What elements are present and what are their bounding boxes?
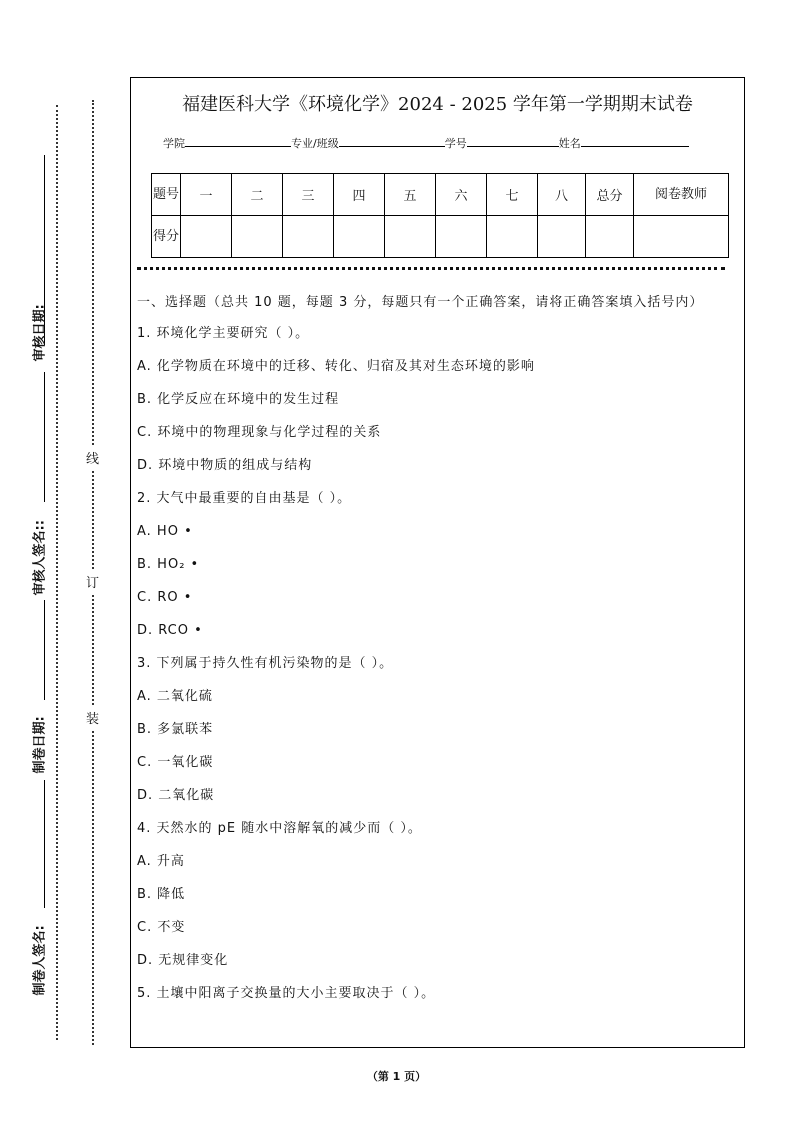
question-option: D. 环境中物质的组成与结构 bbox=[137, 458, 313, 473]
column-header: 六 bbox=[436, 174, 487, 216]
score-cell[interactable] bbox=[634, 216, 729, 258]
score-cell[interactable] bbox=[283, 216, 334, 258]
question-option: A. 二氧化硫 bbox=[137, 689, 213, 704]
column-header: 一 bbox=[181, 174, 232, 216]
question-option: B. HO₂ • bbox=[137, 557, 200, 572]
review-date-label: 审核日期: bbox=[32, 304, 48, 362]
column-header: 三 bbox=[283, 174, 334, 216]
binding-mark-zhuang: 装 bbox=[86, 706, 99, 729]
question-option: D. 无规律变化 bbox=[137, 953, 229, 968]
score-cell[interactable] bbox=[436, 216, 487, 258]
exam-frame bbox=[130, 77, 745, 1048]
question-option: C. 环境中的物理现象与化学过程的关系 bbox=[137, 425, 382, 440]
question-option: B. 化学反应在环境中的发生过程 bbox=[137, 392, 340, 407]
question-stem: 2. 大气中最重要的自由基是（ ）。 bbox=[137, 491, 352, 506]
dotted-separator bbox=[137, 267, 725, 270]
score-cell[interactable] bbox=[181, 216, 232, 258]
page-title: 福建医科大学《环境化学》2024 - 2025 学年第一学期期末试卷 bbox=[182, 94, 693, 115]
column-header: 二 bbox=[232, 174, 283, 216]
name-label: 姓名 bbox=[558, 137, 581, 150]
table-row bbox=[152, 216, 729, 258]
score-cell[interactable] bbox=[232, 216, 283, 258]
question-option: B. 多氯联苯 bbox=[137, 722, 214, 737]
make-date-label: 制卷日期: bbox=[32, 716, 48, 774]
sidebar-rule bbox=[44, 372, 45, 502]
question-option: C. 不变 bbox=[137, 920, 186, 935]
college-field[interactable] bbox=[185, 134, 291, 147]
column-header: 五 bbox=[385, 174, 436, 216]
student-info-row bbox=[163, 134, 689, 151]
student-id-label: 学号 bbox=[444, 137, 467, 150]
sidebar-rule bbox=[44, 780, 45, 908]
student-id-field[interactable] bbox=[467, 134, 559, 147]
question-option: A. HO • bbox=[137, 524, 193, 539]
question-option: C. 一氧化碳 bbox=[137, 755, 214, 770]
score-cell[interactable] bbox=[385, 216, 436, 258]
score-cell[interactable] bbox=[487, 216, 538, 258]
score-cell[interactable] bbox=[334, 216, 385, 258]
row-header-question: 题号 bbox=[152, 174, 181, 216]
question-stem: 3. 下列属于持久性有机污染物的是（ ）。 bbox=[137, 656, 394, 671]
major-class-field[interactable] bbox=[339, 134, 445, 147]
row-header-score: 得分 bbox=[152, 216, 181, 258]
dotted-line-outer bbox=[56, 105, 58, 1040]
exam-content bbox=[137, 291, 737, 1017]
column-header: 阅卷教师 bbox=[634, 174, 729, 216]
maker-signature-label: 制卷人签名: bbox=[32, 925, 48, 996]
column-header: 八 bbox=[538, 174, 586, 216]
name-field[interactable] bbox=[581, 134, 689, 147]
page-footer: （第 1 页） bbox=[366, 1070, 427, 1083]
college-label: 学院 bbox=[163, 137, 185, 150]
sidebar-rule bbox=[44, 600, 45, 700]
question-stem: 5. 土壤中阳离子交换量的大小主要取决于（ ）。 bbox=[137, 986, 436, 1001]
binding-mark-ding: 订 bbox=[86, 570, 99, 593]
reviewer-signature-label: 审核人签名:: bbox=[32, 520, 48, 596]
column-header: 四 bbox=[334, 174, 385, 216]
binding-mark-line: 线 bbox=[86, 446, 99, 469]
question-stem: 1. 环境化学主要研究（ ）。 bbox=[137, 326, 310, 341]
score-table bbox=[151, 173, 729, 258]
section-heading: 一、选择题（总共 10 题，每题 3 分，每题只有一个正确答案，请将正确答案填入括号内） bbox=[137, 295, 704, 310]
question-stem: 4. 天然水的 pE 随水中溶解氧的减少而（ ）。 bbox=[137, 821, 422, 836]
question-option: D. RCO • bbox=[137, 623, 203, 638]
question-option: A. 升高 bbox=[137, 854, 185, 869]
question-option: A. 化学物质在环境中的迁移、转化、归宿及其对生态环境的影响 bbox=[137, 359, 535, 374]
question-option: B. 降低 bbox=[137, 887, 186, 902]
major-class-label: 专业/班级 bbox=[291, 137, 339, 150]
question-option: D. 二氧化碳 bbox=[137, 788, 215, 803]
table-row bbox=[152, 174, 729, 216]
score-cell[interactable] bbox=[586, 216, 634, 258]
score-cell[interactable] bbox=[538, 216, 586, 258]
column-header: 七 bbox=[487, 174, 538, 216]
column-header: 总分 bbox=[586, 174, 634, 216]
question-option: C. RO • bbox=[137, 590, 193, 605]
